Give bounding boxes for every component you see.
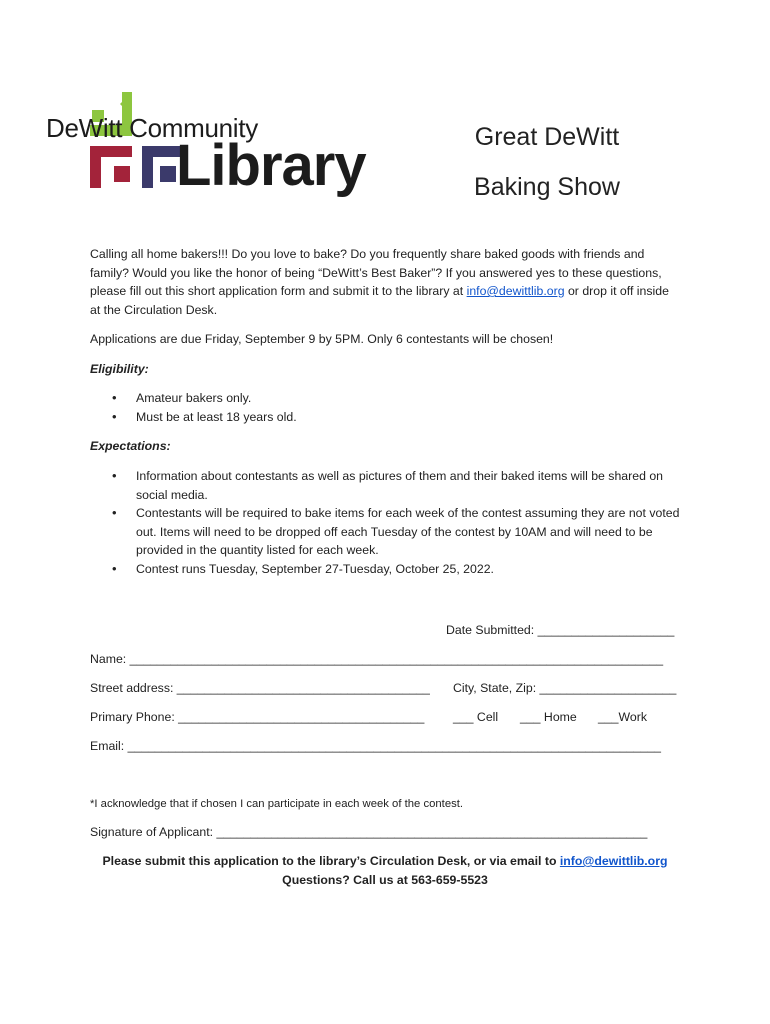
expectations-heading: Expectations: <box>90 439 171 453</box>
acknowledgement-text: *I acknowledge that if chosen I can participate in each week of the contest. <box>90 798 464 810</box>
intro-text-end: or drop it off inside at the Circulation Desk. <box>90 284 669 317</box>
title-line2: Baking Show <box>474 173 620 201</box>
list-item: • Information about contestants as well as pictures of them and their baked items will be shared on social media. <box>110 467 682 504</box>
list-item: • Amateur bakers only. <box>110 389 682 408</box>
document-title <box>452 112 642 212</box>
logo-text-line2: Library <box>176 133 366 198</box>
footer-email-link[interactable]: info@dewittlib.org <box>559 854 668 868</box>
email-link[interactable]: info@dewittlib.org <box>466 284 565 298</box>
expectations-list <box>110 467 682 578</box>
list-item: • Contest runs Tuesday, September 27-Tuesday, October 25, 2022. <box>110 560 682 579</box>
eligibility-heading: Eligibility: <box>90 362 149 376</box>
primary-phone-field[interactable]: Primary Phone: ____________________________________ <box>90 710 425 724</box>
street-address-field[interactable]: Street address: _____________________________________ <box>90 681 430 695</box>
email-field[interactable]: Email: ______________________________________________________________________________ <box>90 739 662 753</box>
date-submitted-field[interactable]: Date Submitted: ____________________ <box>446 623 675 637</box>
submit-instructions <box>90 852 680 870</box>
list-item: • Contestants will be required to bake items for each week of the contest assuming they are not voted out. Items will need to be dropped off each Tuesday of the contest by 10AM and will need to be provided in the quantity listed for each week. <box>110 504 682 560</box>
signature-field[interactable]: Signature of Applicant: _______________________________________________________________ <box>90 825 648 839</box>
logo-text-line1: DeWitt Community <box>46 113 258 143</box>
intro-text: Calling all home bakers!!! Do you love to bake? Do you frequently share baked goods with friends and family? Would you like the honor of being “DeWitt’s Best Baker”? If you answered yes to these questions, please fill out this short application form and submit it to the library at <box>90 247 662 298</box>
name-field[interactable]: Name: ______________________________________________________________________________ <box>90 652 664 666</box>
work-option[interactable]: ___Work <box>598 710 647 724</box>
cell-option[interactable]: ___ Cell <box>453 710 499 724</box>
due-date-text: Applications are due Friday, September 9 by 5PM. Only 6 contestants will be chosen! <box>90 332 554 346</box>
home-option[interactable]: ___ Home <box>520 710 577 724</box>
city-state-zip-field[interactable]: City, State, Zip: ____________________ <box>453 681 677 695</box>
questions-contact: Questions? Call us at 563-659-5523 <box>282 873 488 887</box>
title-line1: Great DeWitt <box>474 123 620 151</box>
eligibility-list <box>110 389 682 426</box>
list-item: • Must be at least 18 years old. <box>110 408 682 427</box>
logo-arrows-icon <box>90 92 180 204</box>
intro-paragraph <box>90 245 680 319</box>
submit-instructions-text: Please submit this application to the library’s Circulation Desk, or via email to <box>102 854 560 868</box>
